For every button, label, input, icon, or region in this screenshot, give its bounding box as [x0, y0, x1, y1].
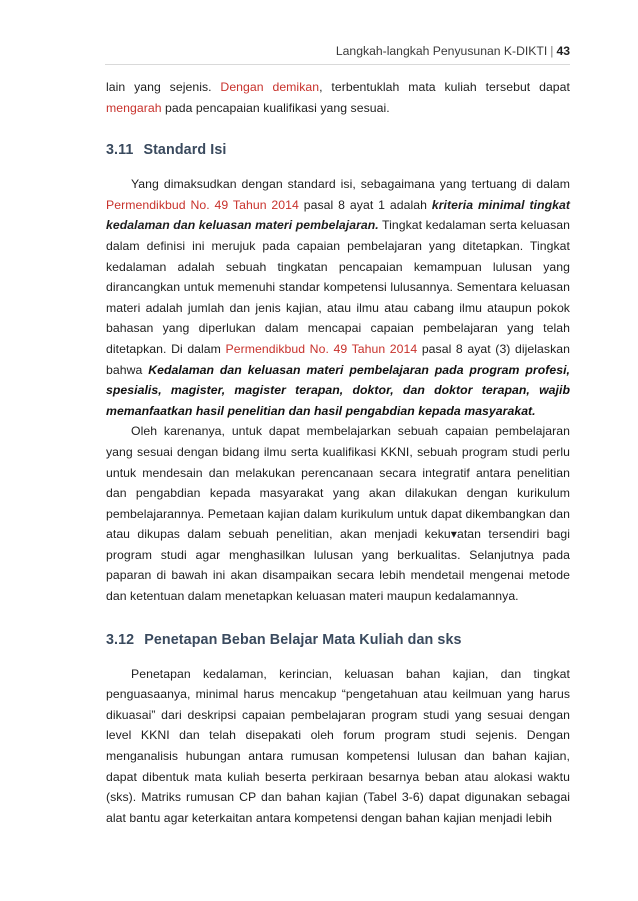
section-heading-3-11 — [106, 140, 570, 160]
section-number: 3.11 — [106, 142, 134, 159]
intro-text: lain yang sejenis. — [106, 80, 221, 94]
paragraph-text: atan tersendiri bagi program studi agar menghasilkan lulusan yang berkualitas. Selanjutnya pada paparan di bawah ini akan disampaikan secara lebih mendetail mengenai metode dan ketentuan dalam menetapkan keluasan materi maupun kedalamannya. — [106, 527, 570, 604]
paragraph-standard-isi-1 — [106, 174, 570, 421]
paragraph-text: pasal 8 ayat (3) dijelaskan bahwa — [106, 341, 570, 377]
regulation-reference: Permendikbud No. 49 Tahun 2014 — [106, 197, 299, 212]
intro-paragraph — [106, 77, 570, 118]
text-cursor-icon: ▾ — [450, 527, 457, 542]
bold-italic-definition: kriteria minimal tingkat kedalaman dan keluasan materi pembelajaran. — [106, 197, 570, 233]
page-header — [105, 44, 570, 65]
page-body — [106, 77, 570, 828]
page-number: 43 — [556, 44, 570, 58]
header-title: Langkah-langkah Penyusunan K-DIKTI — [335, 44, 548, 58]
intro-text: pada pencapaian kualifikasi yang sesuai. — [161, 100, 390, 115]
paragraph-standard-isi-2 — [106, 421, 570, 606]
section-heading-3-12 — [106, 630, 570, 650]
intro-highlight-dengan-demikan: Dengan demikan — [220, 80, 320, 94]
section-number: 3.12 — [106, 631, 135, 648]
paragraph-text: Tingkat kedalaman serta keluasan dalam definisi ini merujuk pada capaian pembelajaran yang ditetapkan. Tingkat kedalaman adalah sebuah tingkatan pencapaian kemampuan lulusan yang dirancangkan untuk memenuhi standar kompetensi lulusannya. Sementara keluasan materi adalah jumlah dan jenis kajian, atau ilmu atau cabang ilmu ataupun pokok bahasan yang diperlukan dalam mencapai capaian pembelajaran yang telah ditetapkan. Di dalam — [106, 218, 570, 356]
section-title: Standard Isi — [143, 142, 227, 159]
paragraph-text: Oleh karenanya, untuk dapat membelajarkan sebuah capaian pembelajaran yang sesuai dengan bidang ilmu serta kualifikasi KKNI, sebuah program studi perlu untuk mendesain dan melakukan perencanaan secara integratif antara penelitian dan pengabdian kepada masyarakat yang akan dilakukan dengan kurikulum pembelajarannya. Pemetaan kajian dalam kurikulum untuk dapat dikembangkan dan atau dikupas dalam sebuah penelitian, akan menjadi keku — [106, 424, 570, 542]
header-separator: | — [550, 44, 554, 58]
bold-italic-requirement: Kedalaman dan keluasan materi pembelajaran pada program profesi, spesialis, magister, magister terapan, doktor, dan doktor terapan, wajib memanfaatkan hasil penelitian dan hasil pengabdian kepada masyarakat. — [106, 362, 570, 418]
paragraph-text: pasal 8 ayat 1 adalah — [298, 197, 432, 212]
intro-text: , terbentuklah mata kuliah tersebut dapat — [319, 80, 570, 94]
section-title: Penetapan Beban Belajar Mata Kuliah dan sks — [144, 631, 462, 648]
regulation-reference: Permendikbud No. 49 Tahun 2014 — [225, 341, 418, 356]
paragraph-text: Yang dimaksudkan dengan standard isi, sebagaimana yang tertuang di dalam — [131, 177, 570, 192]
intro-highlight-mengarah: mengarah — [106, 100, 162, 115]
paragraph-beban-belajar: Penetapan kedalaman, kerincian, keluasan bahan kajian, dan tingkat penguasaanya, minimal harus mencakup “pengetahuan atau keilmuan yang harus dikuasai” dari deskripsi capaian pembelajaran program studi yang sesuai dengan level KKNI dan telah disepakati oleh forum program studi sejenis. Dengan menganalisis hubungan antara rumusan kompetensi lulusan dan bahan kajian, dapat dibentuk mata kuliah beserta perkiraan besarnya beban atau alokasi waktu (sks). Matriks rumusan CP dan bahan kajian (Tabel 3-6) dapat digunakan sebagai alat bantu agar keterkaitan antara kompetensi dengan bahan kajian menjadi lebih — [106, 666, 570, 825]
